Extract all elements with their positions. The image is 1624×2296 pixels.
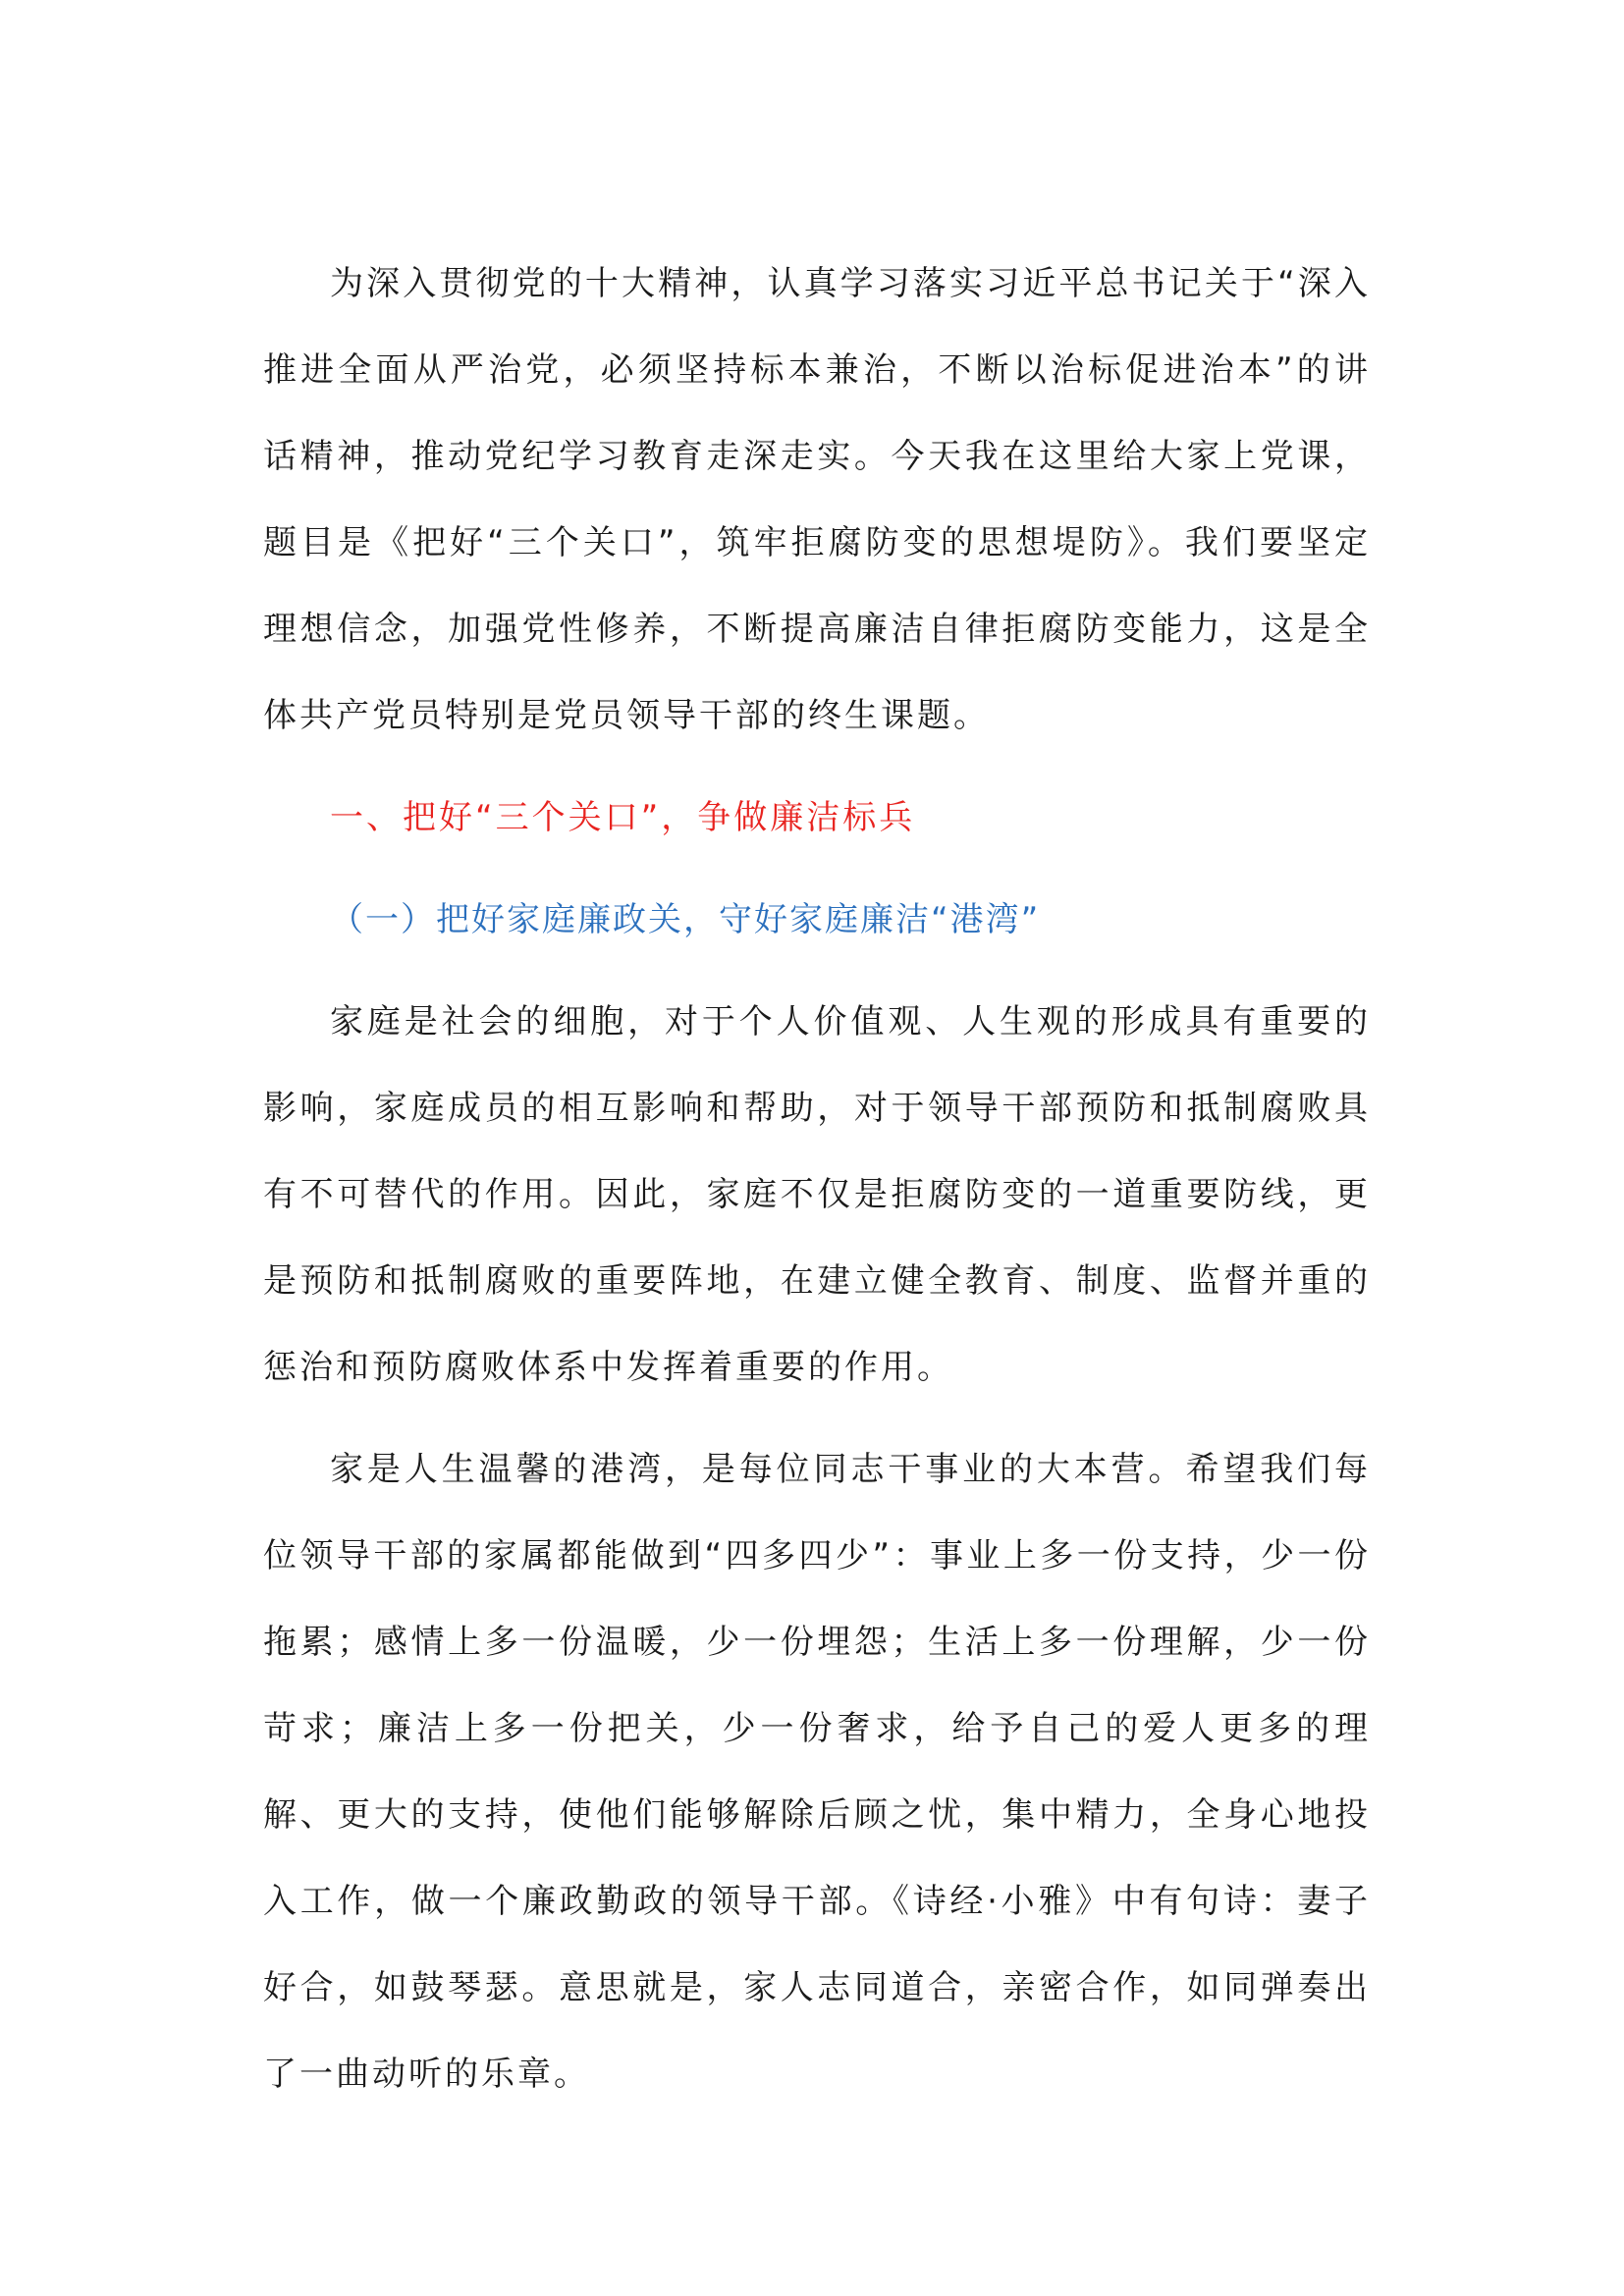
document-body: [263, 240, 1371, 2133]
section-heading: 一、把好“三个关口”，争做廉洁标兵: [330, 798, 916, 837]
intro-paragraph: 为深入贯彻党的十大精神，认真学习落实习近平总书记关于“深入推进全面从严治党，必须坚持标本兼治，不断以治标促进治本”的讲话精神，推动党纪学习教育走深走实。今天我在这里给大家上党课，题目是《把好“三个关口”，筑牢拒腐防变的思想堤防》。我们要坚定理想信念，加强党性修养，不断提高廉洁自律拒腐防变能力，这是全体共产党员特别是党员领导干部的终生课题。: [263, 264, 1371, 735]
subsection-heading: （一）把好家庭廉政关，守好家庭廉洁“港湾”: [330, 900, 1041, 939]
family-paragraph: 家庭是社会的细胞，对于个人价值观、人生观的形成具有重要的影响，家庭成员的相互影响和帮助，对于领导干部预防和抵制腐败具有不可替代的作用。因此，家庭不仅是拒腐防变的一道重要防线，更是预防和抵制腐败的重要阵地，在建立健全教育、制度、监督并重的惩治和预防腐败体系中发挥着重要的作用。: [263, 1002, 1371, 1387]
harbor-paragraph: 家是人生温馨的港湾，是每位同志干事业的大本营。希望我们每位领导干部的家属都能做到“四多四少”：事业上多一份支持，少一份拖累；感情上多一份温暖，少一份埋怨；生活上多一份理解，少一份苛求；廉洁上多一份把关，少一份奢求，给予自己的爱人更多的理解、更大的支持，使他们能够解除后顾之忧，集中精力，全身心地投入工作，做一个廉政勤政的领导干部。《诗经·小雅》中有句诗：妻子好合，如鼓琴瑟。意思就是，家人志同道合，亲密合作，如同弹奏出了一曲动听的乐章。: [263, 1450, 1371, 2094]
